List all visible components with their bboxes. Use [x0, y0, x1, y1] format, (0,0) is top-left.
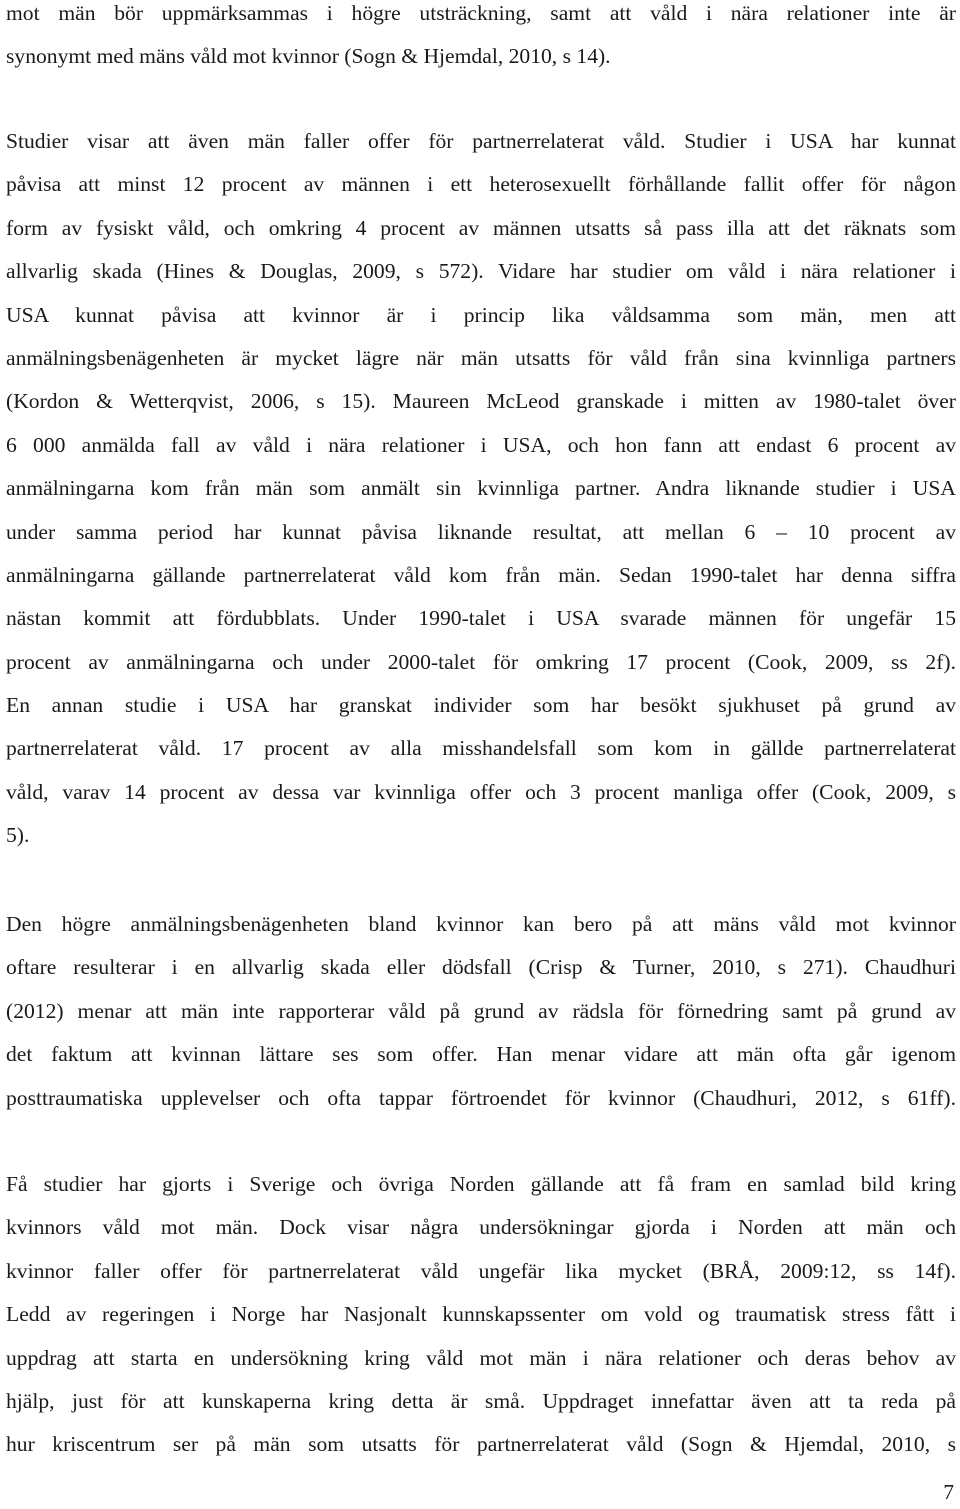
text-line: uppdrag att starta en undersökning kring våld mot män i nära relationer och deras behov av — [6, 1345, 956, 1370]
text-line: oftare resulterar i en allvarlig skada eller dödsfall (Crisp & Turner, 2010, s 271). Chaudhuri — [6, 955, 956, 980]
text-line: procent av anmälningarna och under 2000-talet för omkring 17 procent (Cook, 2009, ss 2f). — [6, 649, 956, 674]
text-line: (2012) menar att män inte rapporterar våld på grund av rädsla för förnedring samt på grund av — [6, 998, 956, 1023]
text-line: nästan kommit att fördubblats. Under 1990-talet i USA svarade männen för ungefär 15 — [6, 606, 956, 631]
text-line: form av fysiskt våld, och omkring 4 procent av männen utsatts så pass illa att det räknats som — [6, 215, 956, 240]
text-line: hur kriscentrum ser på män som utsatts för partnerrelaterat våld (Sogn & Hjemdal, 2010, s — [6, 1432, 956, 1457]
text-line: USA kunnat påvisa att kvinnor är i princip lika våldsamma som män, men att — [6, 302, 956, 327]
text-line: anmälningarna kom från män som anmält sin kvinnliga partner. Andra liknande studier i USA — [6, 476, 956, 501]
text-line: det faktum att kvinnan lättare ses som offer. Han menar vidare att män ofta går igenom — [6, 1042, 956, 1067]
text-line: 5). — [6, 823, 30, 848]
text-line: posttraumatiska upplevelser och ofta tappar förtroendet för kvinnor (Chaudhuri, 2012, s 61ff). — [6, 1085, 956, 1110]
paragraph-intro-continuation — [6, 0, 956, 86]
text-line: allvarlig skada (Hines & Douglas, 2009, s 572). Vidare har studier om våld i nära relationer i — [6, 259, 956, 284]
page-number: 7 — [943, 1480, 954, 1504]
paragraph-reporting-tendency — [6, 910, 956, 1127]
text-line: synonymt med mäns våld mot kvinnor (Sogn & Hjemdal, 2010, s 14). — [6, 44, 611, 69]
text-line: anmälningarna gällande partnerrelaterat våld kom från män. Sedan 1990-talet har denna siffra — [6, 562, 956, 587]
paragraph-nordic-studies — [6, 1170, 956, 1474]
text-line: En annan studie i USA har granskat individer som har besökt sjukhuset på grund av — [6, 693, 956, 718]
text-line: Studier visar att även män faller offer för partnerrelaterat våld. Studier i USA har kunnat — [6, 129, 956, 153]
text-line: kvinnors våld mot män. Dock visar några undersökningar gjorda i Norden att män och — [6, 1215, 956, 1240]
text-line: påvisa att minst 12 procent av männen i ett heterosexuellt förhållande fallit offer för någon — [6, 172, 956, 197]
text-line: kvinnor faller offer för partnerrelaterat våld ungefär lika mycket (BRÅ, 2009:12, ss 14f). — [6, 1258, 956, 1283]
text-line: mot män bör uppmärksammas i högre utsträckning, samt att våld i nära relationer inte är — [6, 1, 956, 25]
text-line: våld, varav 14 procent av dessa var kvinnliga offer och 3 procent manliga offer (Cook, 2009, s — [6, 779, 956, 804]
text-line: Ledd av regeringen i Norge har Nasjonalt kunnskapssenter om vold og traumatisk stress fått i — [6, 1302, 956, 1327]
text-line: (Kordon & Wetterqvist, 2006, s 15). Maureen McLeod granskade i mitten av 1980-talet över — [6, 389, 956, 414]
text-line: partnerrelaterat våld. 17 procent av alla misshandelsfall som kom in gällde partnerrelaterat — [6, 736, 956, 761]
text-line: Få studier har gjorts i Sverige och övriga Norden gällande att få fram en samlad bild kring — [6, 1172, 956, 1196]
paragraph-studies-usa — [6, 127, 956, 865]
text-line: hjälp, just för att kunskaperna kring detta är små. Uppdraget innefattar även att ta reda på — [6, 1388, 956, 1413]
text-line: 6 000 anmälda fall av våld i nära relationer i USA, och hon fann att endast 6 procent av — [6, 432, 956, 457]
text-line: anmälningsbenägenheten är mycket lägre när män utsatts för våld från sina kvinnliga partners — [6, 345, 956, 370]
text-line: Den högre anmälningsbenägenheten bland kvinnor kan bero på att mäns våld mot kvinnor — [6, 912, 956, 936]
text-line: under samma period har kunnat påvisa liknande resultat, att mellan 6 – 10 procent av — [6, 519, 956, 544]
